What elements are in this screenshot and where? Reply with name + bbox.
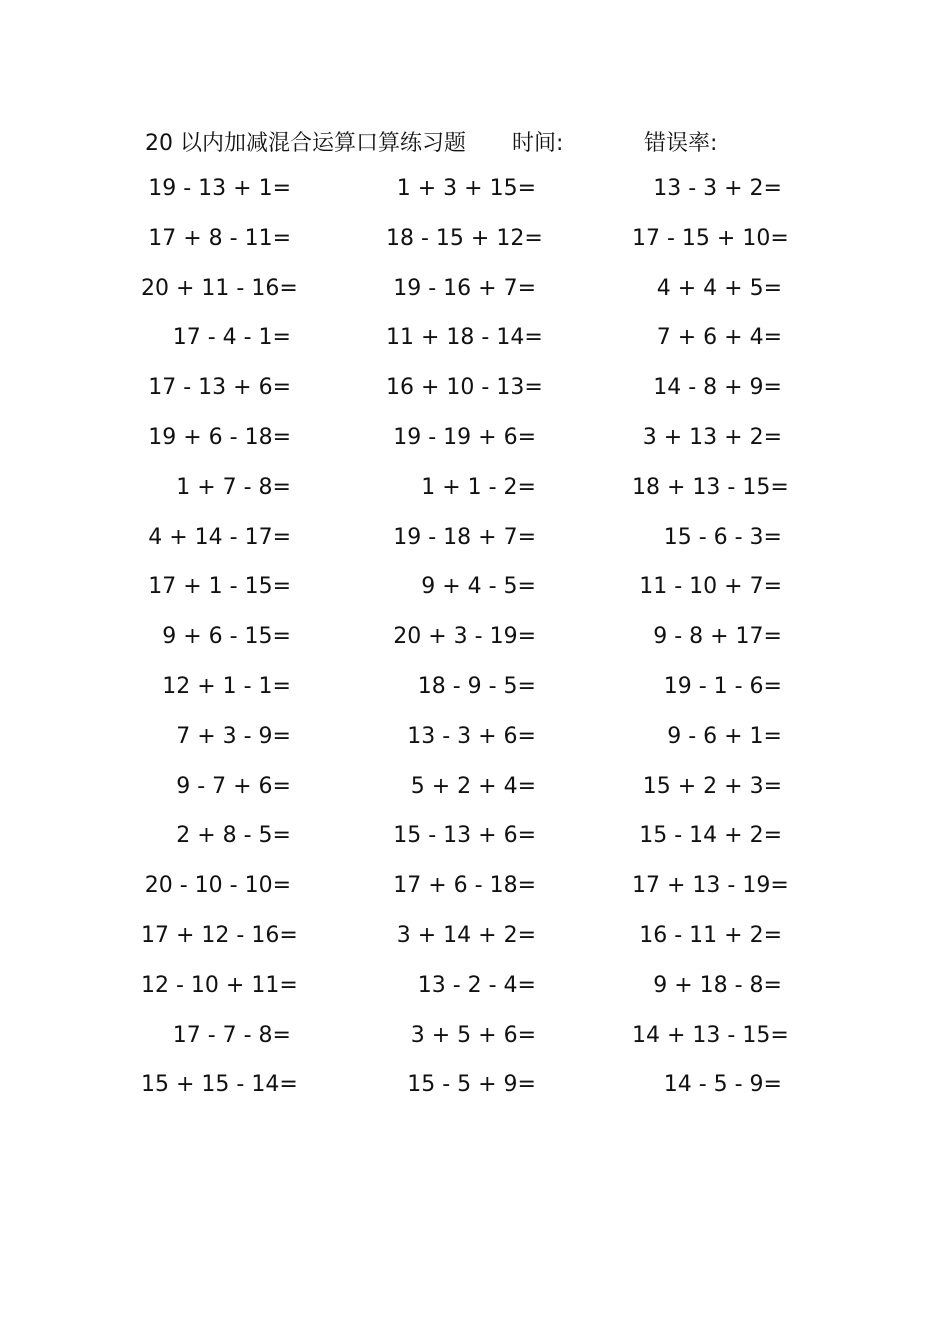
math-problem: 15 + 2 + 3= (642, 773, 782, 799)
math-problem: 19 + 6 - 18= (148, 424, 291, 450)
problem-row (0, 222, 950, 272)
worksheet-header (0, 126, 950, 160)
math-problem: 4 + 14 - 17= (148, 524, 291, 550)
math-problem: 19 - 13 + 1= (148, 176, 291, 201)
problem-row (0, 570, 950, 620)
math-problem: 9 + 18 - 8= (653, 972, 782, 998)
math-problem: 11 + 18 - 14= (386, 325, 543, 351)
problem-row (0, 521, 950, 571)
problem-row (0, 1068, 950, 1118)
problem-row (0, 919, 950, 969)
math-problem: 15 - 5 + 9= (407, 1072, 536, 1098)
problem-row (0, 869, 950, 919)
math-problem: 18 + 13 - 15= (632, 474, 789, 500)
problem-row (0, 770, 950, 820)
math-problem: 15 - 6 - 3= (663, 524, 782, 550)
math-problem: 18 - 9 - 5= (417, 673, 536, 699)
worksheet-title: 20 以内加减混合运算口算练习题 (145, 131, 466, 156)
math-problem: 11 - 10 + 7= (639, 574, 782, 600)
problem-row (0, 1019, 950, 1069)
math-problem: 1 + 3 + 15= (396, 176, 536, 201)
problem-row (0, 272, 950, 322)
problem-row (0, 371, 950, 421)
math-problem: 17 + 6 - 18= (393, 873, 536, 899)
math-problem: 5 + 2 + 4= (410, 773, 536, 799)
math-problem: 7 + 3 - 9= (176, 723, 291, 749)
math-problem: 14 - 8 + 9= (653, 375, 782, 401)
problem-row (0, 720, 950, 770)
math-problem: 17 - 15 + 10= (632, 225, 789, 251)
problem-row (0, 321, 950, 371)
math-problem: 17 + 8 - 11= (148, 225, 291, 251)
math-problem: 9 - 7 + 6= (176, 773, 291, 799)
problem-row (0, 471, 950, 521)
problem-row (0, 969, 950, 1019)
math-problem: 13 - 3 + 6= (407, 723, 536, 749)
math-problem: 1 + 7 - 8= (176, 474, 291, 500)
math-problem: 16 - 11 + 2= (639, 922, 782, 948)
math-problem: 12 - 10 + 11= (141, 972, 298, 998)
problem-row (0, 819, 950, 869)
math-problem: 18 - 15 + 12= (386, 225, 543, 251)
math-problem: 15 - 13 + 6= (393, 823, 536, 849)
problem-grid (0, 172, 950, 1118)
math-problem: 3 + 14 + 2= (396, 922, 536, 948)
math-problem: 9 + 4 - 5= (421, 574, 536, 600)
time-label: 时间: (512, 131, 564, 156)
problem-row (0, 172, 950, 222)
math-problem: 9 - 6 + 1= (667, 723, 782, 749)
math-problem: 15 + 15 - 14= (141, 1072, 298, 1098)
math-problem: 15 - 14 + 2= (639, 823, 782, 849)
math-problem: 20 - 10 - 10= (144, 873, 291, 899)
math-problem: 20 + 11 - 16= (141, 275, 298, 301)
problem-row (0, 421, 950, 471)
math-problem: 17 + 13 - 19= (632, 873, 789, 899)
math-problem: 14 + 13 - 15= (632, 1022, 789, 1048)
math-problem: 19 - 19 + 6= (393, 424, 536, 450)
math-problem: 19 - 16 + 7= (393, 275, 536, 301)
math-problem: 17 + 12 - 16= (141, 922, 298, 948)
error-rate-label: 错误率: (644, 131, 718, 156)
math-problem: 20 + 3 - 19= (393, 624, 536, 650)
math-problem: 4 + 4 + 5= (656, 275, 782, 301)
math-problem: 2 + 8 - 5= (176, 823, 291, 849)
math-problem: 7 + 6 + 4= (656, 325, 782, 351)
math-problem: 13 - 2 - 4= (417, 972, 536, 998)
math-problem: 16 + 10 - 13= (386, 375, 543, 401)
math-problem: 17 - 4 - 1= (172, 325, 291, 351)
math-problem: 3 + 5 + 6= (410, 1022, 536, 1048)
math-problem: 12 + 1 - 1= (162, 673, 291, 699)
math-problem: 1 + 1 - 2= (421, 474, 536, 500)
math-problem: 9 - 8 + 17= (653, 624, 782, 650)
math-problem: 17 - 7 - 8= (172, 1022, 291, 1048)
math-problem: 14 - 5 - 9= (663, 1072, 782, 1098)
problem-row (0, 670, 950, 720)
math-problem: 3 + 13 + 2= (642, 424, 782, 450)
math-problem: 17 - 13 + 6= (148, 375, 291, 401)
math-problem: 17 + 1 - 15= (148, 574, 291, 600)
math-problem: 13 - 3 + 2= (653, 176, 782, 201)
math-problem: 19 - 1 - 6= (663, 673, 782, 699)
problem-row (0, 620, 950, 670)
math-problem: 9 + 6 - 15= (162, 624, 291, 650)
math-problem: 19 - 18 + 7= (393, 524, 536, 550)
